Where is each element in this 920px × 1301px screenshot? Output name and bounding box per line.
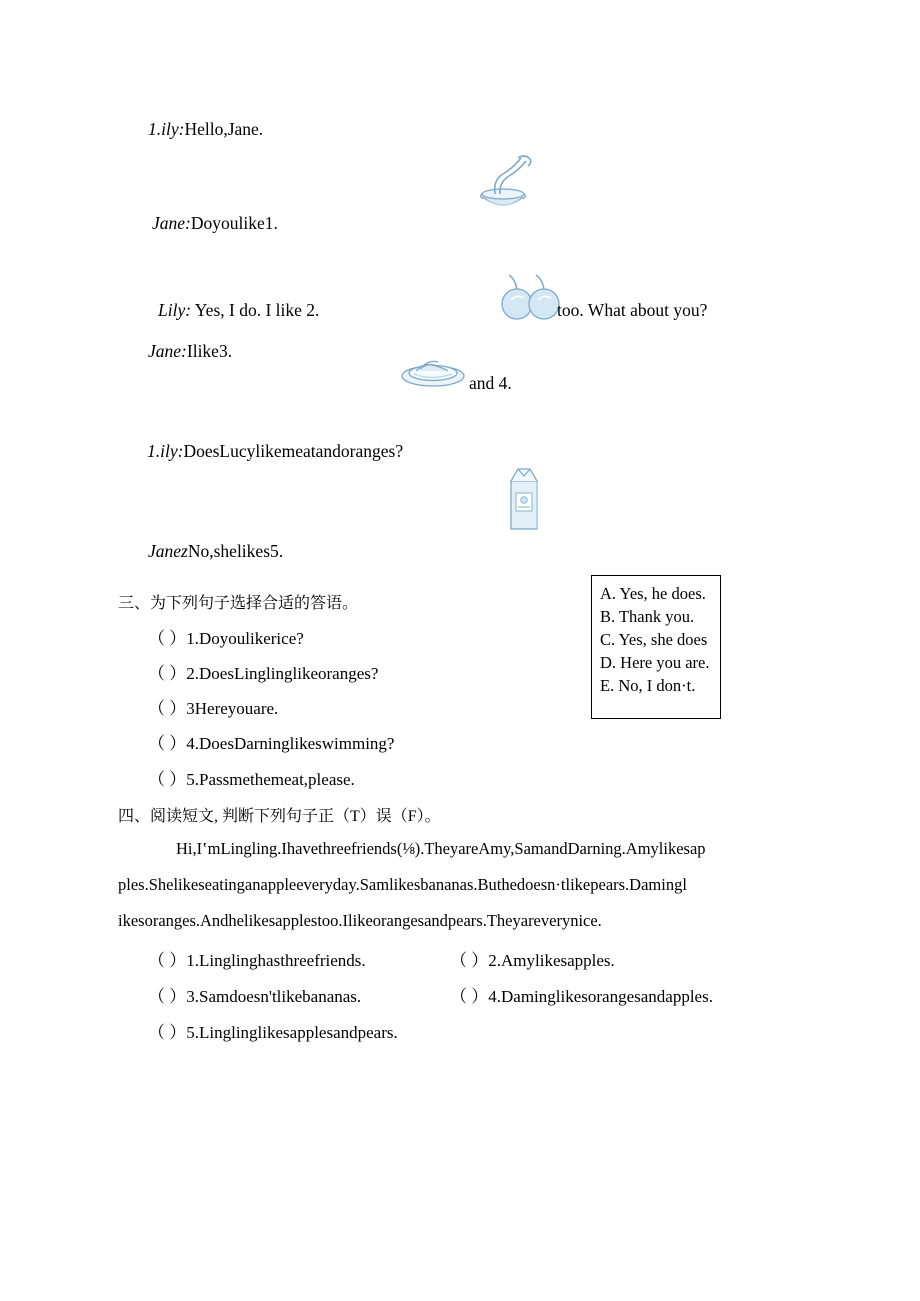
dialogue-text-1: Hello,Jane. [184, 119, 264, 139]
dialogue-speaker-3: Lily: [158, 300, 192, 320]
dialogue-text-2: Doyoulike1. [190, 213, 278, 233]
oranges-picture [498, 272, 564, 322]
dialogue-speaker-4: Jane: [148, 341, 187, 361]
dialogue-line-4-tail: and 4. [469, 373, 512, 393]
section-four-question-1[interactable]: （ ）1.Linglinghasthreefriends. [148, 951, 366, 970]
dialogue-text-4: Ilike3. [186, 341, 233, 361]
section-three-question-5[interactable]: （ ）5.Passmethemeat,please. [148, 770, 355, 789]
section-three-question-1[interactable]: （ ）1.Doyoulikerice? [148, 629, 304, 648]
dialogue-speaker-1: 1.ily: [148, 119, 185, 139]
dialogue-line-1 [148, 119, 263, 139]
section-three-question-4[interactable]: （ ）4.DoesDarninglikeswimming? [148, 734, 395, 753]
dialogue-line-4 [148, 341, 232, 361]
dialogue-text-5: DoesLucylikemeatandoranges? [183, 441, 404, 461]
passage-line-2: ples.Shelikeseatinganappleeveryday.Samlikesbananas.Buthedoesn·tlikepears.Damingl [118, 875, 687, 894]
dialogue-line-6 [148, 541, 283, 561]
dialogue-line-3 [158, 300, 319, 320]
section-four-question-5[interactable]: （ ）5.Linglinglikesapplesandpears. [148, 1023, 398, 1042]
dialogue-speaker-2: Jane: [152, 213, 191, 233]
passage-line-1: Hi,I‛mLingling.Ihavethreefriends(⅛).TheyareAmy,SamandDarning.Amylikesap [176, 839, 706, 858]
answer-options-box [591, 575, 721, 719]
milk-carton-picture [497, 459, 553, 535]
dialogue-speaker-6: Janez [148, 541, 188, 561]
dialogue-text-3: Yes, I do. I like 2. [191, 300, 320, 320]
section-four-question-4[interactable]: （ ）4.Daminglikesorangesandapples. [450, 987, 713, 1006]
meat-plate-picture [398, 343, 468, 391]
dialogue-speaker-5: 1.ily: [147, 441, 184, 461]
dialogue-line-5 [147, 441, 403, 461]
passage-line-3: ikesoranges.Andhelikesapplestoo.Ilikeorangesandpears.Theyareverynice. [118, 911, 602, 930]
section-three-title: 三、为下列句子选择合适的答语。 [118, 595, 359, 612]
section-three-question-2[interactable]: （ ）2.DoesLinglinglikeoranges? [148, 664, 379, 683]
answer-option-b: B. Thank you. [600, 607, 695, 626]
noodles-bowl-picture [466, 152, 538, 220]
section-four-question-2[interactable]: （ ）2.Amylikesapples. [450, 951, 615, 970]
answer-option-e: E. No, I don·t. [600, 676, 696, 695]
section-three-question-3[interactable]: （ ）3Hereyouare. [148, 699, 279, 718]
dialogue-line-2 [152, 213, 278, 233]
answer-option-a: A. Yes, he does. [600, 584, 706, 603]
dialogue-line-3-tail: too. What about you? [557, 300, 708, 320]
answer-option-c: C. Yes, she does [600, 630, 708, 649]
section-four-question-3[interactable]: （ ）3.Samdoesn'tlikebananas. [148, 987, 362, 1006]
dialogue-text-6: No,shelikes5. [187, 541, 284, 561]
answer-option-d: D. Here you are. [600, 653, 710, 672]
section-four-title: 四、阅读短文, 判断下列句子正（T）误（F）。 [118, 808, 441, 825]
